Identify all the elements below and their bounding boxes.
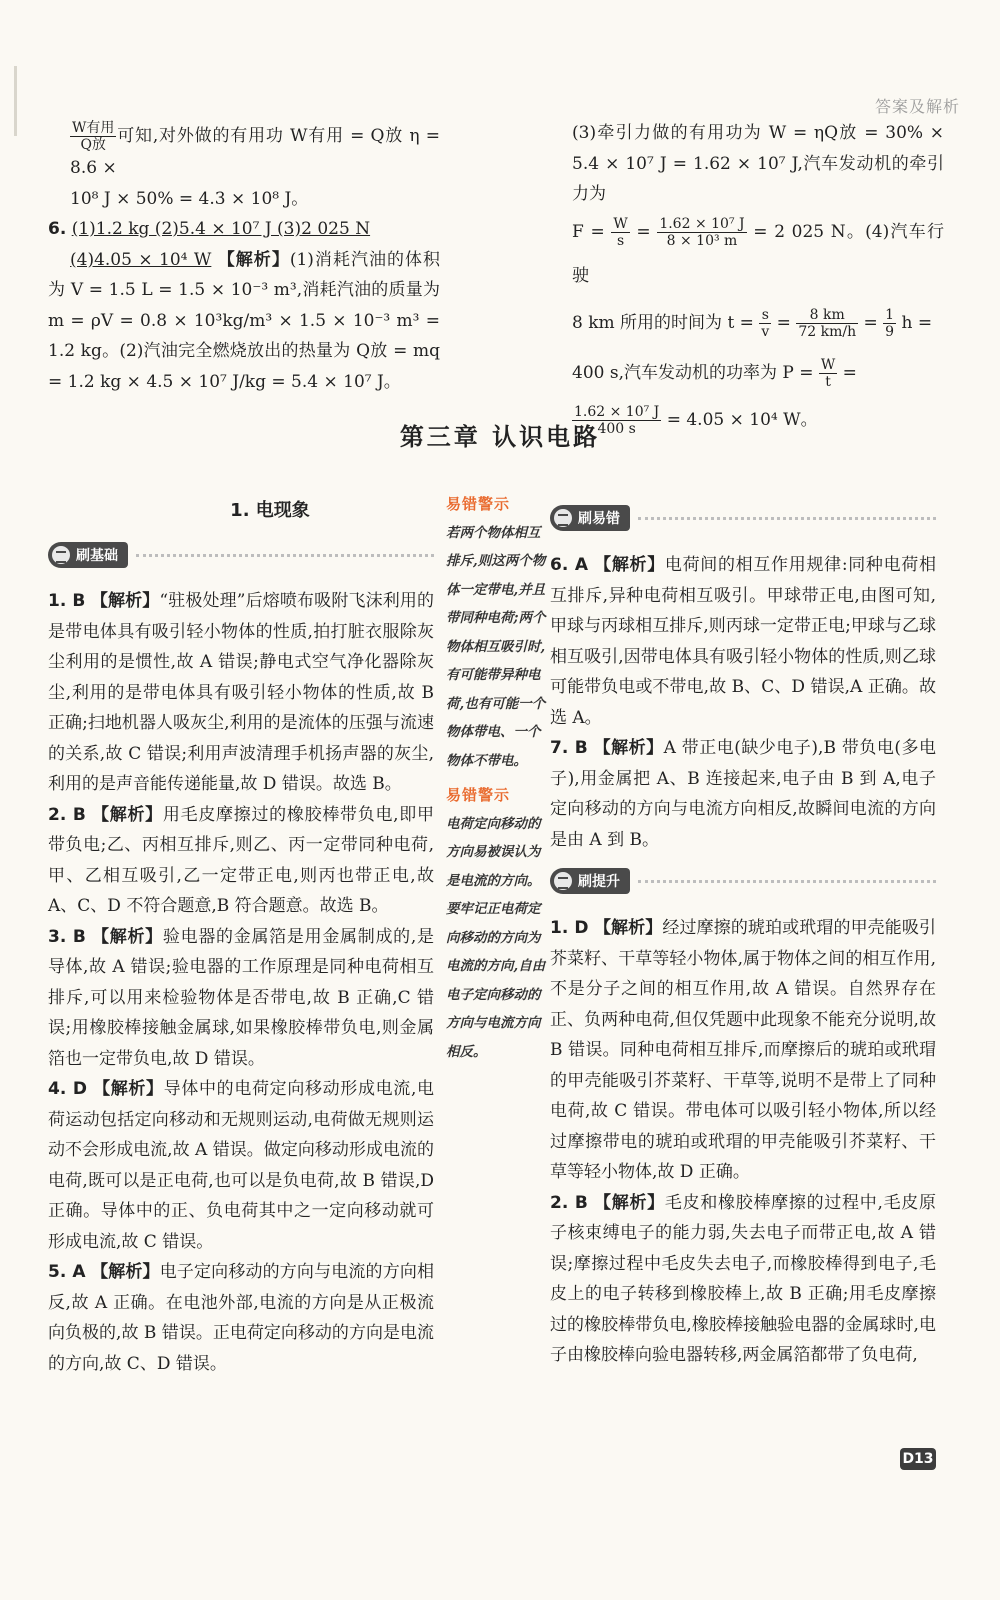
top-left-column: [48, 120, 441, 397]
top-right-column: [572, 118, 944, 442]
badge-basic: 刷基础: [48, 542, 434, 568]
header-label: 答案及解析: [874, 97, 960, 116]
warning-text-1: 若两个物体相互排斥,则这两个物体一定带电,并且带同种电荷;两个物体相互吸引时,有可能带异种电荷,也有可能一个物体带电、一个物体不带电。: [446, 524, 546, 769]
brush-icon: [52, 546, 70, 564]
question-left-5: 5. A 【解析】电子定向移动的方向与电流的方向相反,故 A 正确。在电池外部,电流的方向是从正极流向负极的,故 B 错误。正电荷定向移动的方向是电流的方向,故 C、D 错误。: [48, 1262, 435, 1374]
dotted-divider: [638, 517, 936, 520]
top-right-p5: $\frac{\text{1.62 × 10⁷ J}}{400 s}$ = 4.05 × 10⁴ W。: [574, 403, 818, 437]
question-advance-2: 2. B 【解析】毛皮和橡胶棒摩擦的过程中,毛皮原子核束缚电子的能力弱,失去电子而带正电,故 A 错误;摩擦过程中毛皮失去电子,而橡胶棒得到电子,毛皮上的电子转移到橡胶棒上,故 B 正确;用毛皮摩擦过的橡胶棒带负电,橡胶棒接触验电器的金属球时,电子由橡胶棒向验电器转移,两金属箔都带了负电荷,: [550, 1192, 937, 1365]
brush-icon: [554, 509, 572, 527]
question-left-4: 4. D 【解析】导体中的电荷定向移动形成电流,电荷运动包括定向移动和无规则运动,电荷做无规则运动不会形成电流,故 A 错误。做定向移动形成电流的电荷,既可以是正电荷,也可以是负电荷,故 B 错误,D 正确。导体中的正、负电荷其中之一定向移动就可形成电流,故 C 错误。: [48, 1079, 435, 1252]
top-left-line1: $\frac{\text{W有用}}{\text{Q放}}$ 可知,对外做的有用功 W有用 = Q放 η = 8.6 ×: [70, 120, 440, 178]
badge-error: 刷易错: [550, 505, 936, 531]
question-right-6: 6. A 【解析】电荷间的相互作用规律:同种电荷相互排斥,异种电荷相互吸引。甲球带正电,由图可知,甲球与丙球相互排斥,则丙球一定带正电;甲球与乙球相互吸引,因带电体具有吸引轻小物体的性质,则乙球可能带负电或不带电,故 B、C、D 错误,A 正确。故选 A。: [550, 555, 936, 728]
question-right-7: 7. B 【解析】A 带正电(缺少电子),B 带负电(多电子),用金属把 A、B 连接起来,电子由 B 到 A,电子定向移动的方向与电流方向相反,故瞬间电流的方向是由 A 到 B。: [550, 738, 936, 850]
warning-text-2: 电荷定向移动的方向易被误认为是电流的方向。要牢记正电荷定向移动的方向为电流的方向,自由电子定向移动的方向与电流方向相反。: [446, 815, 546, 1060]
top-left-line2: 10⁸ J × 50% = 4.3 × 10⁸ J。: [70, 188, 309, 209]
badge-advance: 刷提升: [550, 868, 936, 894]
dotted-divider: [136, 554, 434, 557]
margin-mark: [14, 66, 17, 136]
top-right-p2: F = $\frac{W}{s}$ = $\frac{\text{1.62 × 10⁷ J}}{\text{8 × 10³ m}}$ = 2 025 N。(4)汽车行驶: [572, 215, 945, 286]
page-number: D13: [900, 1448, 936, 1470]
top-right-p1: (3)牵引力做的有用功为 W = ηQ放 = 30% × 5.4 × 10⁷ J = 1.62 × 10⁷ J,汽车发动机的牵引力为: [572, 123, 944, 204]
question-left-3: 3. B 【解析】验电器的金属箔是用金属制成的,是导体,故 A 错误;验电器的工作原理是同种电荷相互排斥,可以用来检验物体是否带电,故 B 正确,C 错误;用橡胶棒接触金属球,如果橡胶棒带负电,则金属箔也一定带负电,故 D 错误。: [48, 926, 435, 1069]
warning-title-1: 易错警示: [446, 495, 511, 513]
question-left-2: 2. B 【解析】用毛皮摩擦过的橡胶棒带负电,即甲带负电;乙、丙相互排斥,则乙、丙一定带同种电荷,甲、乙相互吸引,乙一定带正电,则丙也带正电,故 A、C、D 不符合题意,B 符合题意。故选 B。: [48, 804, 435, 916]
warning-sidebar: [446, 490, 546, 1066]
question-left-1: 1. B 【解析】“驻极处理”后熔喷布吸附飞沫利用的是带电体具有吸引轻小物体的性质,拍打脏衣服除灰尘利用的是惯性,故 A 错误;静电式空气净化器除灰尘,利用的是带电体具有吸引轻小物体的性质,故 B 正确;扫地机器人吸灰尘,利用的是流体的压强与流速的关系,故 C 错误;利用声波清理手机扬声器的灰尘,利用的是声音能传递能量,故 D 错误。故选 B。: [48, 591, 435, 794]
top-right-p4: 400 s,汽车发动机的功率为 P = $\frac{W}{t}$ =: [572, 356, 857, 390]
section-title: 1. 电现象: [230, 500, 310, 521]
question-advance-1: 1. D 【解析】经过摩擦的琥珀或玳瑁的甲壳能吸引芥菜籽、干草等轻小物体,属于物体之间的相互作用,不是分子之间的相互作用,故 A 错误。自然界存在正、负两种电荷,但仅凭题中此现象不能充分说明,故 B 错误。同种电荷相互排斥,而摩擦后的琥珀或玳瑁的甲壳能吸引芥菜籽、干草等,说明不是带上了同种电荷,故 C 错误。带电体可以吸引轻小物体,所以经过摩擦带电的琥珀或玳瑁的甲壳能吸引芥菜籽、干草等轻小物体,故 D 正确。: [550, 918, 937, 1182]
warning-title-2: 易错警示: [446, 786, 511, 804]
question-6: 6. (1)1.2 kg (2)5.4 × 10⁷ J (3)2 025 N (4)4.05 × 10⁴ W 【解析】(1)消耗汽油的体积为 V = 1.5 L = 1.5 × 10⁻³ m³,消耗汽油的质量为 m = ρV = 0.8 × 10³kg/m³ × 1.5 × 10⁻³ m³ = 1.2 kg。(2)汽油完全燃烧放出的热量为 Q放 = mq = 1.2 kg × 4.5 × 10⁷ J/kg = 5.4 × 10⁷ J。: [48, 219, 441, 392]
fraction-efficiency: $\frac{\text{W有用}}{\text{Q放}}$: [72, 120, 115, 153]
right-questions: [550, 550, 936, 1371]
top-right-p3: 8 km 所用的时间为 t = $\frac{s}{v}$ = $\frac{8 km}{72 km/h}$ = $\frac{1}{9}$ h =: [572, 306, 933, 340]
chapter-title: 第三章 认识电路: [399, 423, 601, 451]
left-questions: [48, 586, 434, 1379]
